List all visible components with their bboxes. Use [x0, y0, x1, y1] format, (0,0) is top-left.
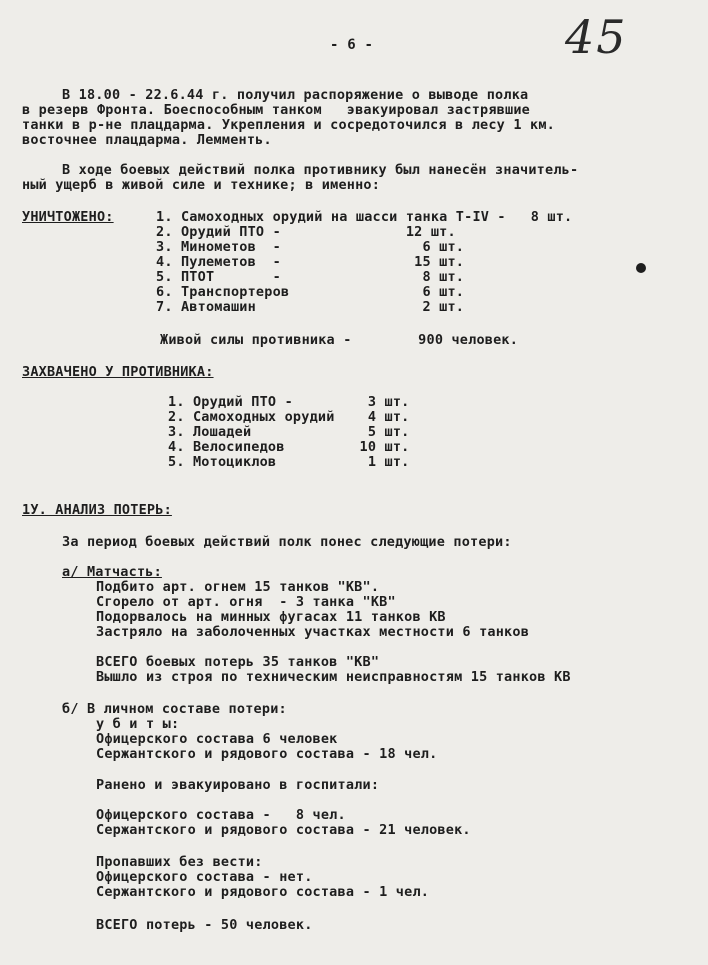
page-number: - 6 - — [330, 37, 374, 53]
list-item: 4. Пулеметов - 15 шт. — [156, 254, 465, 270]
text-line: в резерв Фронта. Боеспособным танком эвакуировал застрявшие — [22, 102, 530, 118]
text-line: Офицерского состава - нет. — [96, 869, 313, 885]
text-line: ный ущерб в живой силе и технике; в именно: — [22, 177, 381, 193]
subsection-heading: б/ В личном составе потери: — [62, 701, 287, 717]
text-line: Офицерского состава 6 человек — [96, 731, 338, 747]
list-item: 5. Мотоциклов 1 шт. — [168, 454, 410, 470]
text-line: В 18.00 - 22.6.44 г. получил распоряжение о выводе полка — [62, 87, 529, 103]
text-line: Сержантского и рядового состава - 21 человек. — [96, 822, 471, 838]
handwritten-page-number: 45 — [565, 10, 628, 64]
text-line: танки в р-не плацдарма. Укрепления и сосредоточился в лесу 1 км. — [22, 117, 555, 133]
subsection-heading: а/ Матчасть: — [62, 564, 162, 580]
text-line: Офицерского состава - 8 чел. — [96, 807, 346, 823]
hole-punch-mark — [636, 263, 646, 273]
list-item: 4. Велосипедов 10 шт. — [168, 439, 410, 455]
section-heading: ЗАХВАЧЕНО У ПРОТИВНИКА: — [22, 364, 214, 380]
section-heading: УНИЧТОЖЕНО: — [22, 209, 114, 225]
list-item: 2. Самоходных орудий 4 шт. — [168, 409, 410, 425]
text-line: Пропавших без вести: — [96, 854, 263, 870]
text-line: ВСЕГО потерь - 50 человек. — [96, 917, 313, 933]
list-item: 3. Минометов - 6 шт. — [156, 239, 465, 255]
text-line: Живой силы противника - 900 человек. — [160, 332, 519, 348]
list-item: 3. Лошадей 5 шт. — [168, 424, 410, 440]
text-line: ВСЕГО боевых потерь 35 танков "КВ" — [96, 654, 380, 670]
list-item: 1. Самоходных орудий на шасси танка Т-IV - 8 шт. — [156, 209, 573, 225]
list-item: 2. Орудий ПТО - 12 шт. — [156, 224, 456, 240]
text-line: За период боевых действий полк понес следующие потери: — [62, 534, 512, 550]
text-line: Ранено и эвакуировано в госпитали: — [96, 777, 380, 793]
text-line: Сгорело от арт. огня - 3 танка "КВ" — [96, 594, 396, 610]
text-line: у б и т ы: — [96, 716, 180, 732]
text-line: Вышло из строя по техническим неисправностям 15 танков КВ — [96, 669, 571, 685]
section-heading: 1У. АНАЛИЗ ПОТЕРЬ: — [22, 502, 172, 518]
text-line: восточнее плацдарма. Лемменть. — [22, 132, 272, 148]
text-line: Застряло на заболоченных участках местности 6 танков — [96, 624, 530, 640]
text-line: Подорвалось на минных фугасах 11 танков КВ — [96, 609, 446, 625]
list-item: 5. ПТОТ - 8 шт. — [156, 269, 465, 285]
text-line: В ходе боевых действий полка противнику был нанесён значитель- — [62, 162, 579, 178]
list-item: 6. Транспортеров 6 шт. — [156, 284, 465, 300]
list-item: 7. Автомашин 2 шт. — [156, 299, 465, 315]
text-line: Сержантского и рядового состава - 1 чел. — [96, 884, 430, 900]
text-line: Подбито арт. огнем 15 танков "КВ". — [96, 579, 380, 595]
text-line: Сержантского и рядового состава - 18 чел. — [96, 746, 438, 762]
list-item: 1. Орудий ПТО - 3 шт. — [168, 394, 410, 410]
